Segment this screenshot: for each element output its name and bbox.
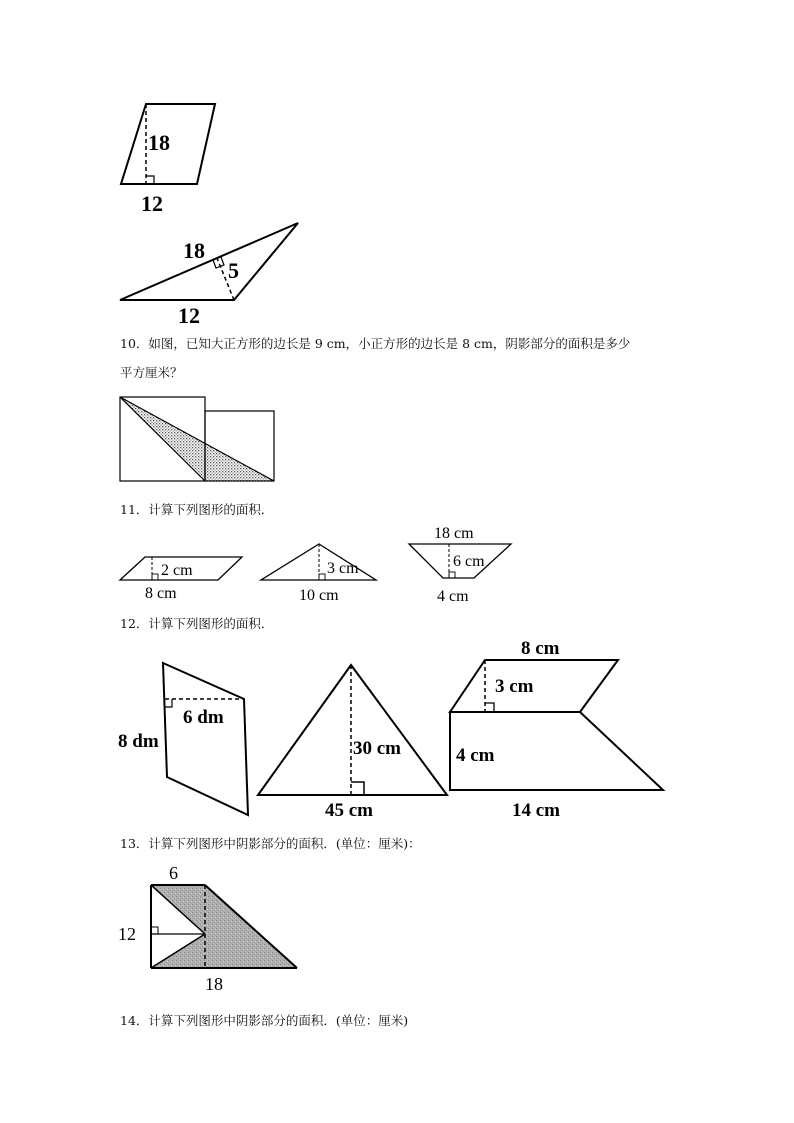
right-angle-mark	[485, 703, 494, 712]
base-label: 45 cm	[325, 800, 374, 821]
figure-triangle-top	[120, 223, 298, 328]
right-angle-mark	[146, 176, 154, 184]
figure-q13-shaded	[118, 863, 297, 994]
figure-q12-triangle	[258, 665, 447, 821]
bottom-label: 14 cm	[512, 800, 561, 821]
parallelogram-outline	[163, 663, 248, 815]
height-label: 30 cm	[353, 738, 402, 759]
side-label: 18	[183, 238, 205, 263]
top-label: 8 cm	[521, 638, 560, 659]
top-label: 18 cm	[434, 525, 474, 542]
upper-height-label: 3 cm	[495, 676, 534, 697]
height-label: 5	[228, 258, 239, 283]
height-label: 2 cm	[161, 562, 193, 579]
bottom-label: 18	[205, 974, 223, 994]
base-label: 12	[141, 191, 163, 216]
figure-q12-composite	[450, 638, 663, 821]
base-label: 8 dm	[118, 731, 159, 752]
triangle-outline	[258, 665, 447, 795]
figure-q11-parallelogram	[120, 557, 242, 602]
right-angle-mark	[165, 699, 172, 707]
figure-q12-parallelogram	[118, 663, 248, 815]
triangle-outline	[120, 223, 298, 300]
right-angle-mark	[449, 572, 455, 578]
parallelogram-outline	[450, 660, 618, 712]
question-13-text: 13．计算下列图形中阴影部分的面积．(单位：厘米)：	[120, 836, 421, 851]
right-angle-mark	[351, 782, 364, 795]
question-12-text: 12．计算下列图形的面积．	[120, 616, 274, 631]
right-angle-mark	[319, 574, 325, 580]
height-label: 18	[148, 130, 170, 155]
right-angle-mark	[152, 574, 158, 580]
figure-q11-triangle	[261, 544, 376, 604]
height-label: 3 cm	[327, 560, 359, 577]
top-label: 6	[169, 863, 178, 883]
base-label: 8 cm	[145, 585, 177, 602]
question-10-line-1: 10．如图，已知大正方形的边长是 9 cm，小正方形的边长是 8 cm，阴影部分的面积是多少	[120, 336, 631, 351]
question-10-line-2: 平方厘米？	[120, 365, 183, 380]
figure-q11-trapezoid	[409, 525, 511, 605]
lower-height-label: 4 cm	[456, 745, 495, 766]
question-11-text: 11．计算下列图形的面积．	[120, 502, 274, 517]
left-label: 12	[118, 924, 136, 944]
height-label: 6 dm	[183, 707, 224, 728]
base-label: 10 cm	[299, 587, 339, 604]
height-label: 6 cm	[453, 553, 485, 570]
figure-parallelogram-top	[121, 104, 215, 216]
bottom-label: 4 cm	[437, 588, 469, 605]
base-label: 12	[178, 303, 200, 328]
figure-q10-squares	[120, 397, 274, 481]
question-14-text: 14．计算下列图形中阴影部分的面积．(单位：厘米)	[120, 1013, 409, 1028]
